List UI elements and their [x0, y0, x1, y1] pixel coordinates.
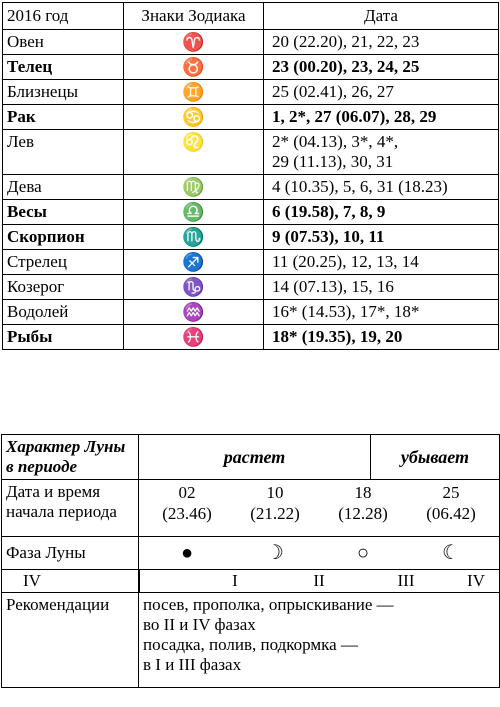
- sign-dates-line: 25 (02.41), 26, 27: [272, 82, 394, 101]
- recommendation-line: в I и III фазах: [143, 655, 242, 674]
- quarter-label: II: [313, 571, 325, 590]
- last-quarter-icon: ☾: [442, 542, 460, 564]
- zodiac-row: [3, 300, 499, 325]
- sign-dates-line: 14 (07.13), 15, 16: [272, 277, 394, 296]
- sign-dates: [264, 275, 499, 300]
- sign-dates: [264, 225, 499, 250]
- period-3: [319, 482, 407, 524]
- header-sign: Знаки Зодиака: [124, 3, 264, 30]
- quarter-row: [2, 570, 500, 593]
- recommendation-line: посадка, полив, подкормка —: [143, 635, 358, 654]
- sign-name: Козерог: [3, 275, 124, 300]
- sign-dates-line: 4 (10.35), 5, 6, 31 (18.23): [272, 177, 448, 196]
- period-2: [231, 482, 319, 524]
- recommendation-line: посев, прополка, опрыскивание —: [143, 595, 394, 614]
- sign-dates-line: 23 (00.20), 23, 24, 25: [272, 57, 420, 76]
- period-start-values: [139, 480, 500, 537]
- sign-name: Водолей: [3, 300, 124, 325]
- period-4: [407, 482, 495, 524]
- zodiac-row: [3, 200, 499, 225]
- zodiac-row: [3, 225, 499, 250]
- sign-dates-line: 6 (19.58), 7, 8, 9: [272, 202, 386, 221]
- quarter-label: I: [232, 571, 238, 590]
- sign-name: Лев: [3, 130, 124, 175]
- sign-dates: [264, 175, 499, 200]
- moon-character-label: Характер Луны в периоде: [2, 435, 139, 480]
- sign-dates: [264, 55, 499, 80]
- zodiac-symbol-icon: ♐: [124, 250, 264, 275]
- recommendations-row: [2, 593, 500, 688]
- zodiac-symbol-icon: ♉: [124, 55, 264, 80]
- header-year: 2016 год: [3, 3, 124, 30]
- recommendations-label: Рекомендации: [2, 593, 139, 688]
- zodiac-row: [3, 130, 499, 175]
- period-4-day: 25: [442, 483, 460, 502]
- zodiac-row: [3, 175, 499, 200]
- sign-dates: [264, 30, 499, 55]
- period-3-time: (12.28): [338, 504, 388, 523]
- quarter-label: IV: [23, 571, 41, 590]
- header-date: Дата: [264, 3, 499, 30]
- zodiac-symbol-icon: ♎: [124, 200, 264, 225]
- sign-name: Стрелец: [3, 250, 124, 275]
- zodiac-symbol-icon: ♌: [124, 130, 264, 175]
- zodiac-header-row: [3, 3, 499, 30]
- sign-name: Весы: [3, 200, 124, 225]
- sign-dates: [264, 105, 499, 130]
- sign-dates-line: 1, 2*, 27 (06.07), 28, 29: [272, 107, 437, 126]
- sign-dates-line: 20 (22.20), 21, 22, 23: [272, 32, 420, 51]
- period-2-day: 10: [266, 483, 284, 502]
- moon-character-row: [2, 435, 500, 480]
- zodiac-row: [3, 325, 499, 350]
- zodiac-row: [3, 30, 499, 55]
- new-moon-icon: ○: [356, 542, 370, 564]
- moon-table: [1, 434, 500, 688]
- sign-dates: [264, 250, 499, 275]
- sign-name: Рыбы: [3, 325, 124, 350]
- zodiac-symbol-icon: ♍: [124, 175, 264, 200]
- sign-dates-line: 11 (20.25), 12, 13, 14: [272, 252, 419, 271]
- sign-name: Близнецы: [3, 80, 124, 105]
- period-2-time: (21.22): [250, 504, 300, 523]
- zodiac-symbol-icon: ♈: [124, 30, 264, 55]
- period-3-day: 18: [354, 483, 372, 502]
- sign-dates-line: 29 (11.13), 30, 31: [272, 152, 394, 171]
- period-start-row: [2, 480, 500, 537]
- quarter-divider: [138, 570, 140, 592]
- recommendations-text: [139, 593, 500, 688]
- sign-name: Телец: [3, 55, 124, 80]
- period-start-label: Дата и время начала периода: [2, 480, 139, 537]
- full-moon-icon: ●: [180, 542, 194, 564]
- waxing-label: растет: [139, 435, 371, 480]
- zodiac-symbol-icon: ♊: [124, 80, 264, 105]
- zodiac-symbol-icon: ♓: [124, 325, 264, 350]
- period-1-day: 02: [178, 483, 196, 502]
- recommendation-line: во II и IV фазах: [143, 615, 256, 634]
- sign-name: Дева: [3, 175, 124, 200]
- sign-dates: [264, 200, 499, 225]
- quarter-label: III: [397, 571, 415, 590]
- sign-dates: [264, 80, 499, 105]
- first-quarter-icon: ☽: [266, 542, 284, 564]
- period-1: [143, 482, 231, 524]
- sign-dates-line: 2* (04.13), 3*, 4*,: [272, 132, 399, 151]
- zodiac-row: [3, 55, 499, 80]
- sign-dates: [264, 300, 499, 325]
- zodiac-row: [3, 275, 499, 300]
- zodiac-body: [3, 30, 499, 350]
- quarter-label: IV: [467, 571, 485, 590]
- zodiac-symbol-icon: ♏: [124, 225, 264, 250]
- zodiac-table: [2, 2, 499, 350]
- zodiac-symbol-icon: ♋: [124, 105, 264, 130]
- sign-name: Рак: [3, 105, 124, 130]
- zodiac-symbol-icon: ♑: [124, 275, 264, 300]
- sign-dates-line: 16* (14.53), 17*, 18*: [272, 302, 420, 321]
- moon-phase-label: Фаза Луны: [2, 537, 139, 570]
- moon-phase-symbols: [139, 537, 500, 570]
- zodiac-symbol-icon: ♒: [124, 300, 264, 325]
- sign-name: Овен: [3, 30, 124, 55]
- waning-label: убывает: [371, 435, 500, 480]
- period-1-time: (23.46): [162, 504, 212, 523]
- quarter-scale: [2, 570, 500, 593]
- moon-phase-row: [2, 537, 500, 570]
- zodiac-row: [3, 80, 499, 105]
- sign-dates-line: 9 (07.53), 10, 11: [272, 227, 385, 246]
- period-4-time: (06.42): [426, 504, 476, 523]
- sign-name: Скорпион: [3, 225, 124, 250]
- sign-dates: [264, 130, 499, 175]
- sign-dates: [264, 325, 499, 350]
- zodiac-row: [3, 250, 499, 275]
- sign-dates-line: 18* (19.35), 19, 20: [272, 327, 403, 346]
- zodiac-row: [3, 105, 499, 130]
